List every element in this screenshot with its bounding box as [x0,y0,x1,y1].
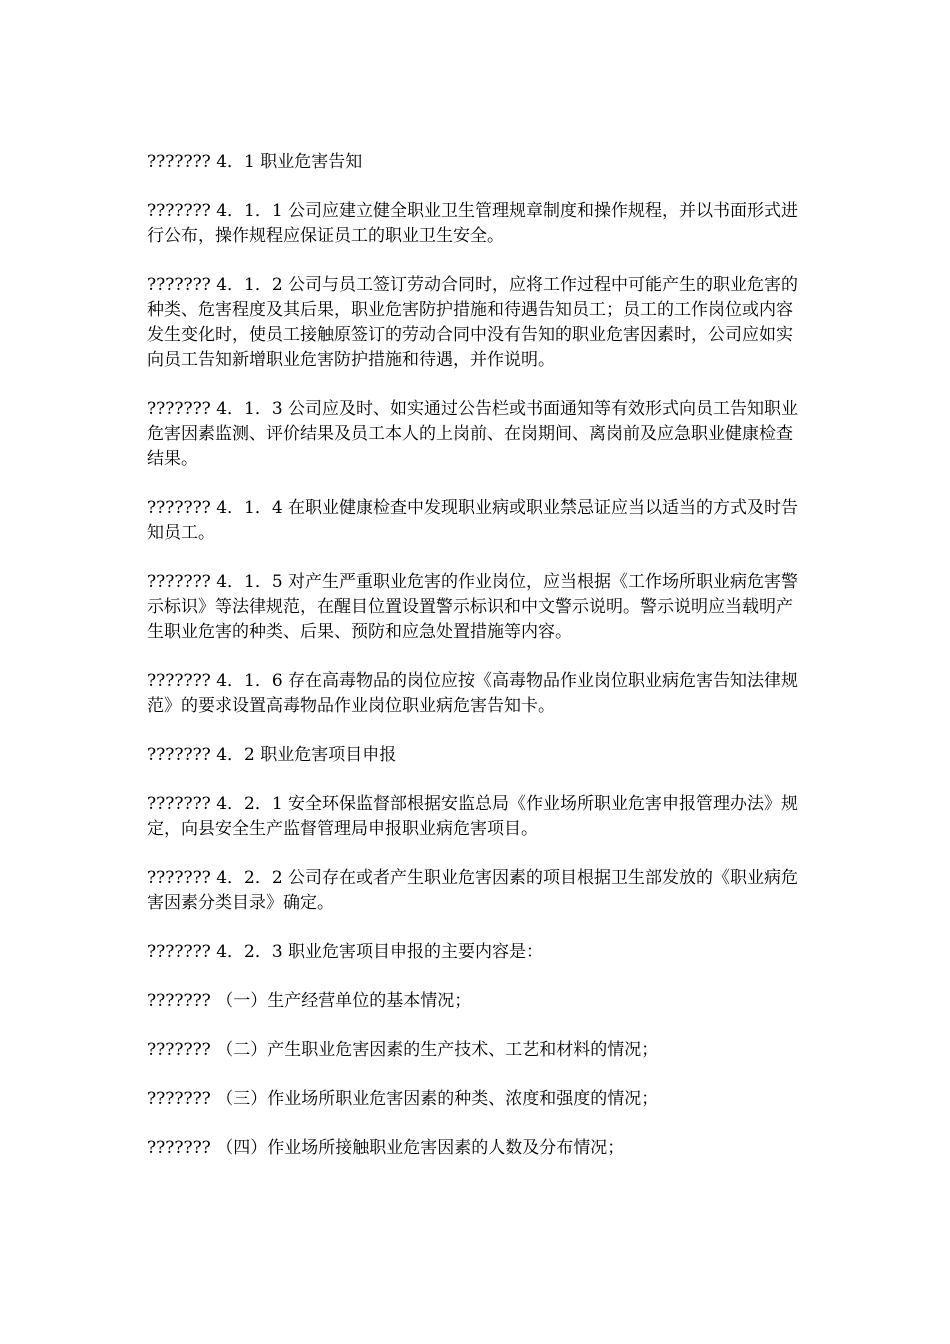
paragraph-4-2-3: ??????? 4．2．3 职业危害项目申报的主要内容是： [147,942,544,962]
list-item-2: ??????? （二）产生职业危害因素的生产技术、工艺和材料的情况； [147,1040,659,1060]
paragraph-4-1-4: ??????? 4．1．4 在职业健康检查中发现职业病或职业禁忌证应当以适当的方式及时告知员工。 [147,498,799,543]
paragraph-4-1-5: ??????? 4．1．5 对产生严重职业危害的作业岗位，应当根据《工作场所职业病危害警示标识》等法律规范，在醒目位置设置警示标识和中文警示说明。警示说明应当载明产生职业危害的种类、后果、预防和应急处置措施等内容。 [147,572,799,642]
paragraph-4-2-2: ??????? 4．2．2 公司存在或者产生职业危害因素的项目根据卫生部发放的《职业病危害因素分类目录》确定。 [147,868,799,913]
heading-4-1: ??????? 4．1 职业危害告知 [147,152,363,172]
paragraph-4-1-3: ??????? 4．1．3 公司应及时、如实通过公告栏或书面通知等有效形式向员工告知职业危害因素监测、评价结果及员工本人的上岗前、在岗期间、离岗前及应急职业健康检查结果。 [147,399,799,469]
list-item-4: ??????? （四）作业场所接触职业危害因素的人数及分布情况； [147,1138,625,1158]
list-item-3: ??????? （三）作业场所职业危害因素的种类、浓度和强度的情况； [147,1089,659,1109]
paragraph-4-1-1: ??????? 4．1．1 公司应建立健全职业卫生管理规章制度和操作规程，并以书面形式进行公布，操作规程应保证员工的职业卫生安全。 [147,201,799,246]
list-item-1: ??????? （一）生产经营单位的基本情况； [147,991,472,1011]
paragraph-4-1-2: ??????? 4．1．2 公司与员工签订劳动合同时，应将工作过程中可能产生的职业危害的种类、危害程度及其后果，职业危害防护措施和待遇告知员工；员工的工作岗位或内容发生变化时，使员工接触原签订的劳动合同中没有告知的职业危害因素时，公司应如实向员工告知新增职业危害防护措施和待遇，并作说明。 [147,275,799,370]
heading-4-2: ??????? 4．2 职业危害项目申报 [147,745,397,765]
paragraph-4-2-1: ??????? 4．2．1 安全环保监督部根据安监总局《作业场所职业危害申报管理办法》规定，向县安全生产监督管理局申报职业病危害项目。 [147,794,799,839]
paragraph-4-1-6: ??????? 4．1．6 存在高毒物品的岗位应按《高毒物品作业岗位职业病危害告知法律规范》的要求设置高毒物品作业岗位职业病危害告知卡。 [147,671,799,716]
document-body [147,150,807,1185]
